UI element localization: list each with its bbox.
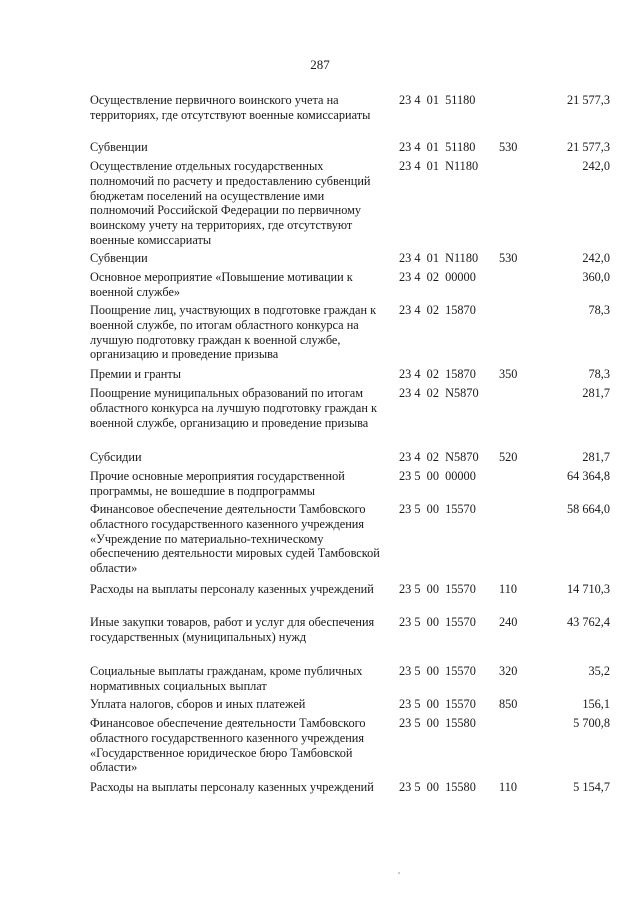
row-code: 23 5 00 15570	[399, 582, 476, 596]
table-row	[90, 367, 610, 386]
row-expense-type: 850	[499, 697, 518, 711]
row-code: 23 4 01 N1180	[399, 251, 479, 265]
table-row	[90, 386, 610, 450]
row-amount: 156,1	[582, 697, 610, 711]
row-description: Поощрение лиц, участвующих в подготовке граждан к военной службе, по итогам областного конкурса на лучшую подготовку граждан к военной службе, организацию и проведение призыва	[90, 303, 377, 362]
row-code: 23 4 02 15870	[399, 303, 476, 317]
row-code: 23 4 01 51180	[399, 93, 476, 107]
row-code: 23 4 02 N5870	[399, 450, 479, 464]
row-expense-type: 320	[499, 664, 518, 678]
row-code: 23 4 02 15870	[399, 367, 476, 381]
row-description: Финансовое обеспечение деятельности Тамбовского областного государственного казенного учреждения «Государственное юридическое бюро Тамбовской области»	[90, 716, 366, 775]
scan-speck	[398, 872, 400, 874]
table-row	[90, 93, 610, 140]
row-code: 23 4 02 00000	[399, 270, 476, 284]
row-code: 23 4 01 51180	[399, 140, 476, 154]
table-row	[90, 615, 610, 664]
row-amount: 21 577,3	[566, 140, 610, 154]
row-expense-type: 520	[499, 450, 518, 464]
table-row	[90, 450, 610, 469]
row-code: 23 4 01 N1180	[399, 159, 479, 173]
row-description: Иные закупки товаров, работ и услуг для обеспечения государственных (муниципальных) нужд	[90, 615, 375, 644]
table-row	[90, 780, 610, 813]
page-number: 287	[310, 57, 330, 72]
table-row	[90, 582, 610, 615]
row-amount: 360,0	[582, 270, 610, 284]
row-description: Финансовое обеспечение деятельности Тамбовского областного государственного казенного учреждения «Учреждение по материально-техническому обеспечению деятельности мировых судей Тамбовской области»	[90, 502, 380, 576]
row-amount: 242,0	[582, 251, 610, 265]
table-row	[90, 251, 610, 270]
row-description: Основное мероприятие «Повышение мотивации к военной службе»	[90, 270, 353, 299]
table-row	[90, 664, 610, 697]
row-amount: 35,2	[588, 664, 610, 678]
row-code: 23 5 00 15580	[399, 716, 476, 730]
table-row	[90, 140, 610, 159]
row-amount: 64 364,8	[566, 469, 610, 483]
row-code: 23 4 02 N5870	[399, 386, 479, 400]
row-code: 23 5 00 15580	[399, 780, 476, 794]
row-description: Осуществление первичного воинского учета на территориях, где отсутствуют военные комиссариаты	[90, 93, 371, 122]
row-description: Расходы на выплаты персоналу казенных учреждений	[90, 780, 374, 794]
row-description: Уплата налогов, сборов и иных платежей	[90, 697, 306, 711]
row-description: Субвенции	[90, 140, 148, 154]
row-amount: 21 577,3	[566, 93, 610, 107]
row-code: 23 5 00 15570	[399, 664, 476, 678]
row-code: 23 5 00 00000	[399, 469, 476, 483]
row-amount: 281,7	[582, 450, 610, 464]
row-description: Поощрение муниципальных образований по итогам областного конкурса на лучшую подготовку граждан к военной службе, организацию и проведение призыва	[90, 386, 378, 430]
table-row	[90, 270, 610, 303]
row-code: 23 5 00 15570	[399, 502, 476, 516]
row-expense-type: 350	[499, 367, 518, 381]
row-description: Социальные выплаты гражданам, кроме публичных нормативных социальных выплат	[90, 664, 363, 693]
table-row	[90, 716, 610, 780]
row-amount: 78,3	[588, 367, 610, 381]
table-row	[90, 697, 610, 716]
budget-table	[90, 93, 610, 813]
row-description: Премии и гранты	[90, 367, 182, 381]
row-amount: 43 762,4	[566, 615, 610, 629]
row-description: Осуществление отдельных государственных полномочий по расчету и предоставлению субвенций бюджетам поселений на осуществление ими полномочий Российской Федерации по первичному воинскому учету на территориях, где отсутствуют военные комиссариаты	[90, 159, 371, 247]
row-expense-type: 530	[499, 251, 518, 265]
row-amount: 242,0	[582, 159, 610, 173]
row-amount: 78,3	[588, 303, 610, 317]
row-expense-type: 110	[499, 582, 517, 596]
table-row	[90, 303, 610, 367]
row-amount: 14 710,3	[566, 582, 610, 596]
row-description: Прочие основные мероприятия государственной программы, не вошедшие в подпрограммы	[90, 469, 345, 498]
row-expense-type: 240	[499, 615, 518, 629]
row-amount: 5 154,7	[573, 780, 610, 794]
row-amount: 58 664,0	[566, 502, 610, 516]
row-description: Субсидии	[90, 450, 142, 464]
table-row	[90, 502, 610, 582]
row-description: Субвенции	[90, 251, 148, 265]
row-amount: 5 700,8	[573, 716, 610, 730]
row-amount: 281,7	[582, 386, 610, 400]
row-code: 23 5 00 15570	[399, 615, 476, 629]
table-row	[90, 469, 610, 502]
row-expense-type: 530	[499, 140, 518, 154]
row-expense-type: 110	[499, 780, 517, 794]
row-description: Расходы на выплаты персоналу казенных учреждений	[90, 582, 374, 596]
row-code: 23 5 00 15570	[399, 697, 476, 711]
table-row	[90, 159, 610, 251]
